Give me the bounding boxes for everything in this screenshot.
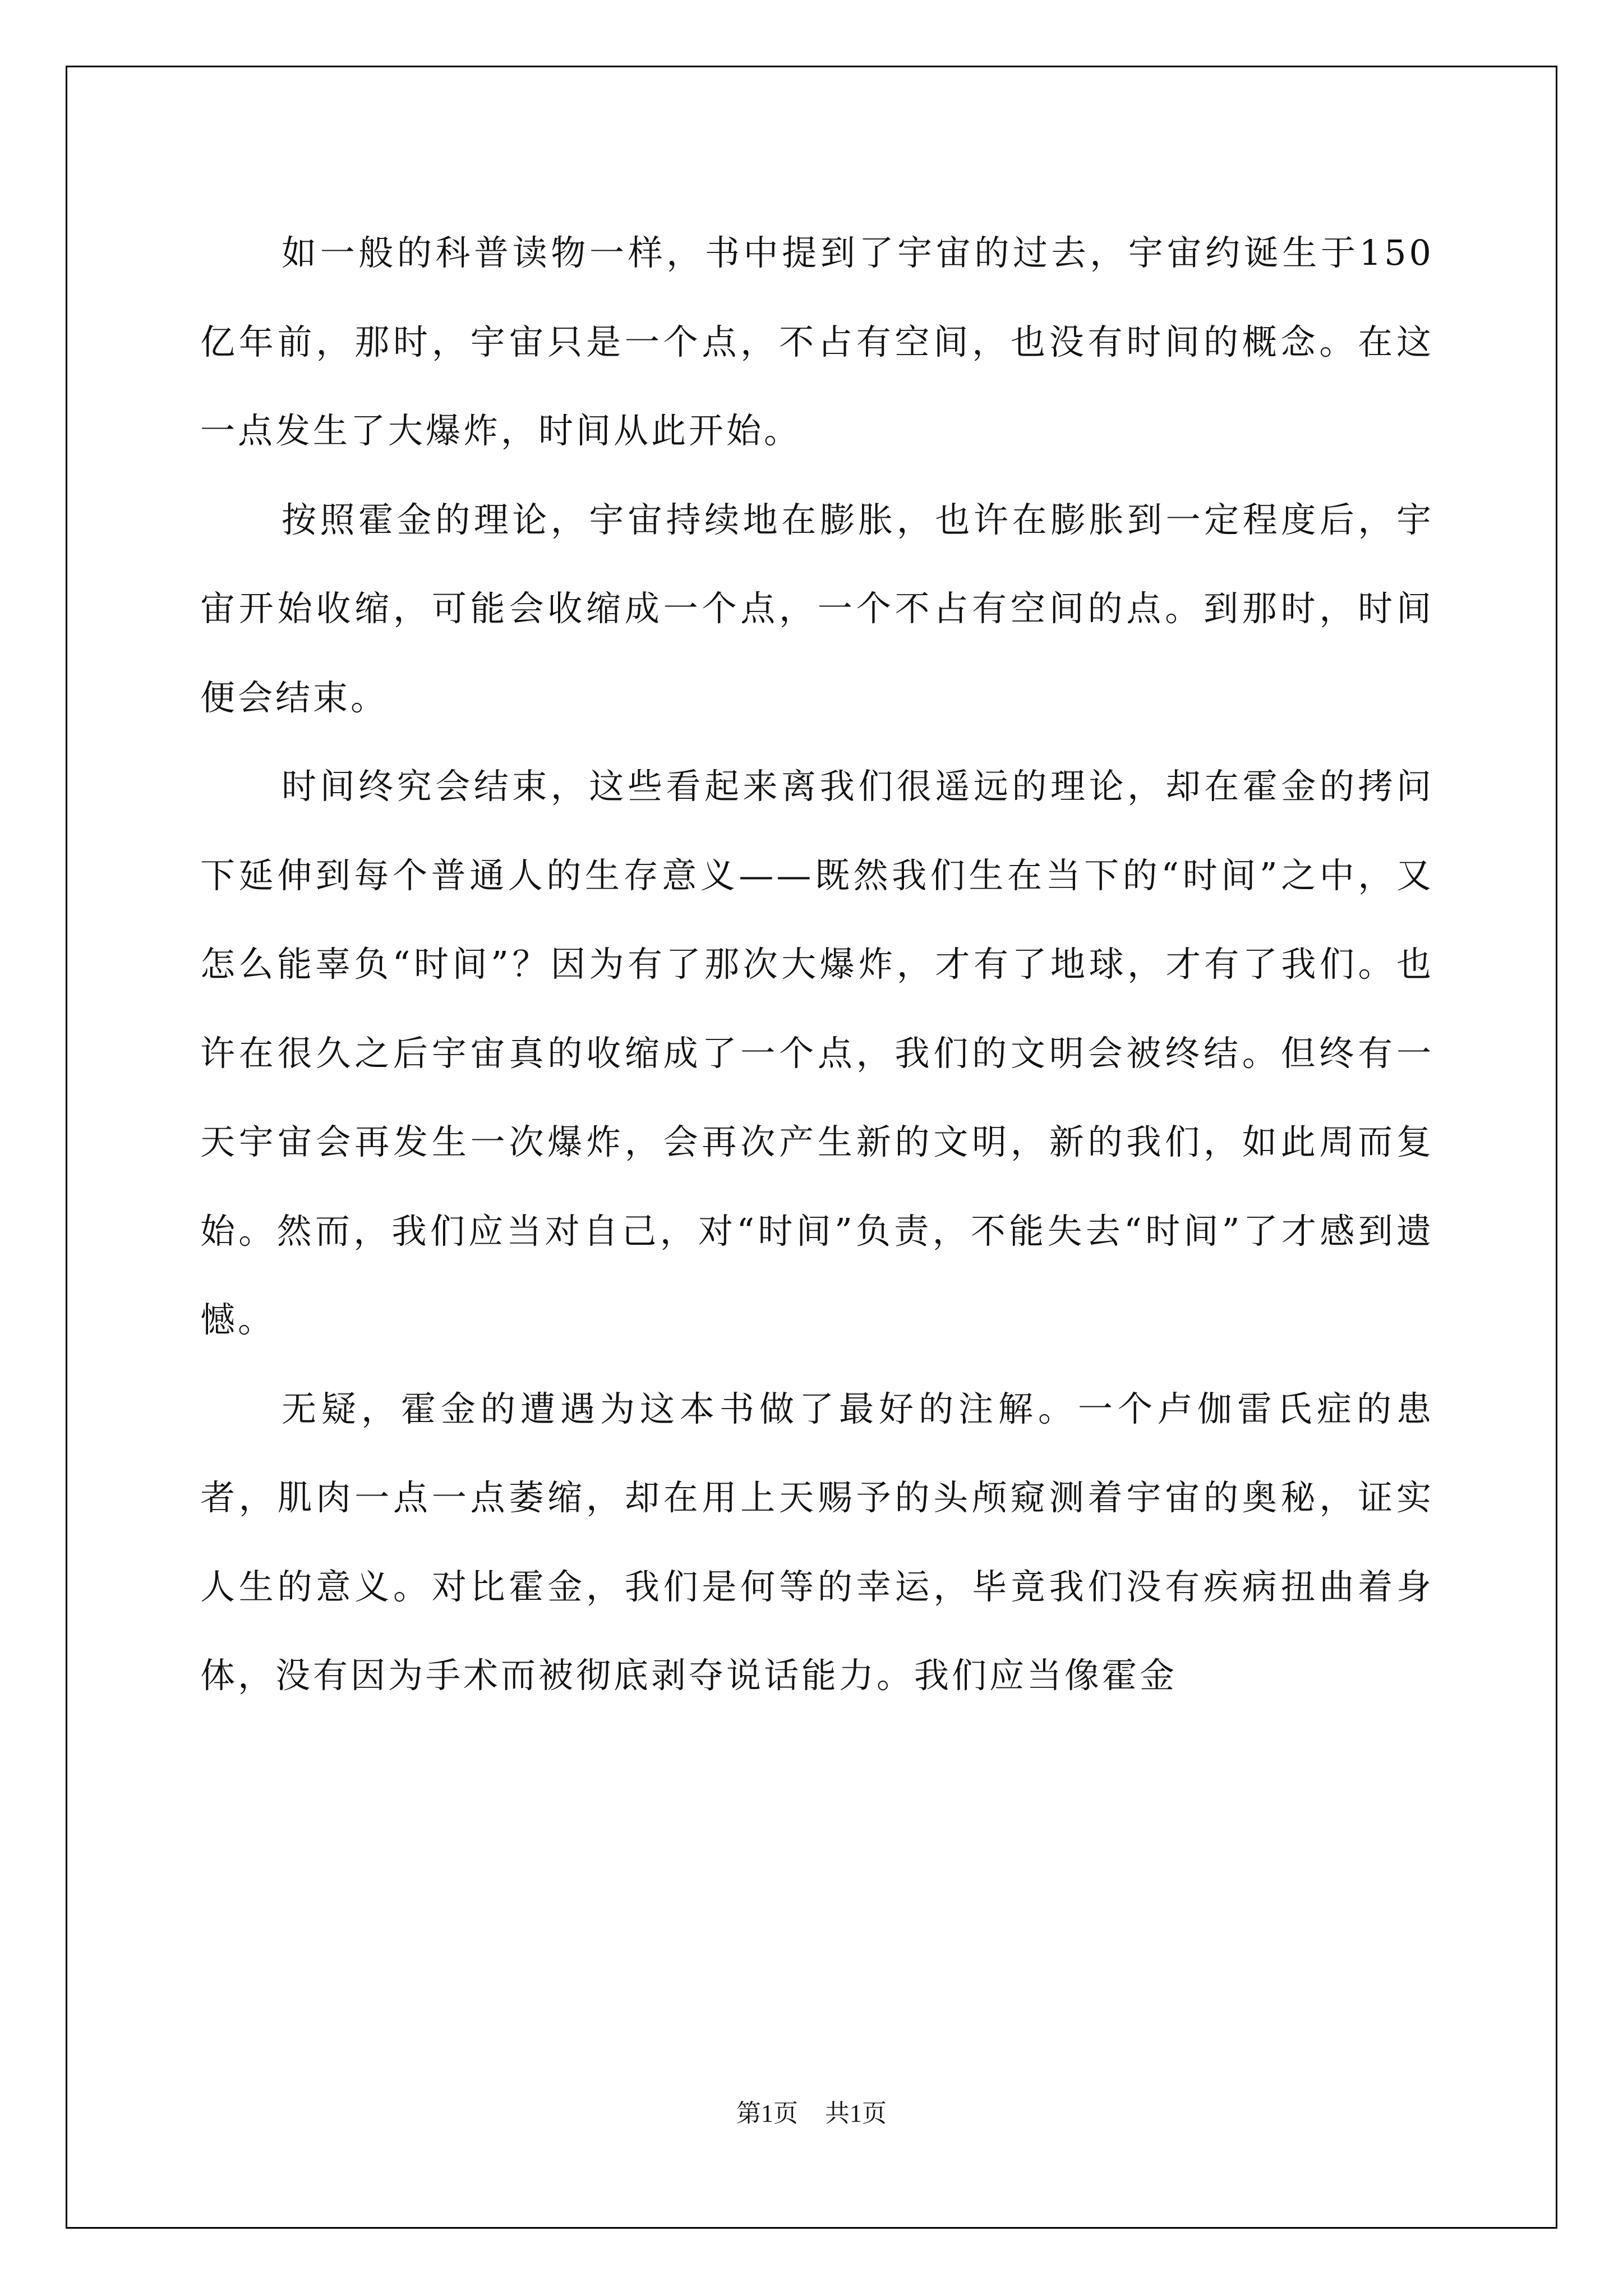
paragraph-2: 按照霍金的理论，宇宙持续地在膨胀，也许在膨胀到一定程度后，宇宙开始收缩，可能会收缩成一个点，一个不占有空间的点。到那时，时间便会结束。 xyxy=(200,499,1434,718)
page-total: 共1页 xyxy=(825,2100,887,2127)
paragraph-4: 无疑，霍金的遭遇为这本书做了最好的注解。一个卢伽雷氏症的患者，肌肉一点一点萎缩，却在用上天赐予的头颅窥测着宇宙的奥秘，证实人生的意义。对比霍金，我们是何等的幸运，毕竟我们没有疾病扭曲着身体，没有因为手术而被彻底剥夺说话能力。我们应当像霍金 xyxy=(200,1388,1434,1696)
page-footer xyxy=(0,2097,1623,2131)
page-number: 第1页 xyxy=(736,2100,798,2127)
paragraph-3: 时间终究会结束，这些看起来离我们很遥远的理论，却在霍金的拷问下延伸到每个普通人的生存意义——既然我们生在当下的“时间”之中，又怎么能辜负“时间”？因为有了那次大爆炸，才有了地球，才有了我们。也许在很久之后宇宙真的收缩成了一个点，我们的文明会被终结。但终有一天宇宙会再发生一次爆炸，会再次产生新的文明，新的我们，如此周而复始。然而，我们应当对自己，对“时间”负责，不能失去“时间”了才感到遗憾。 xyxy=(200,766,1434,1340)
paragraph-1: 如一般的科普读物一样，书中提到了宇宙的过去，宇宙约诞生于150亿年前，那时，宇宙只是一个点，不占有空间，也没有时间的概念。在这一点发生了大爆炸，时间从此开始。 xyxy=(200,232,1434,451)
document-body xyxy=(200,209,1434,1720)
